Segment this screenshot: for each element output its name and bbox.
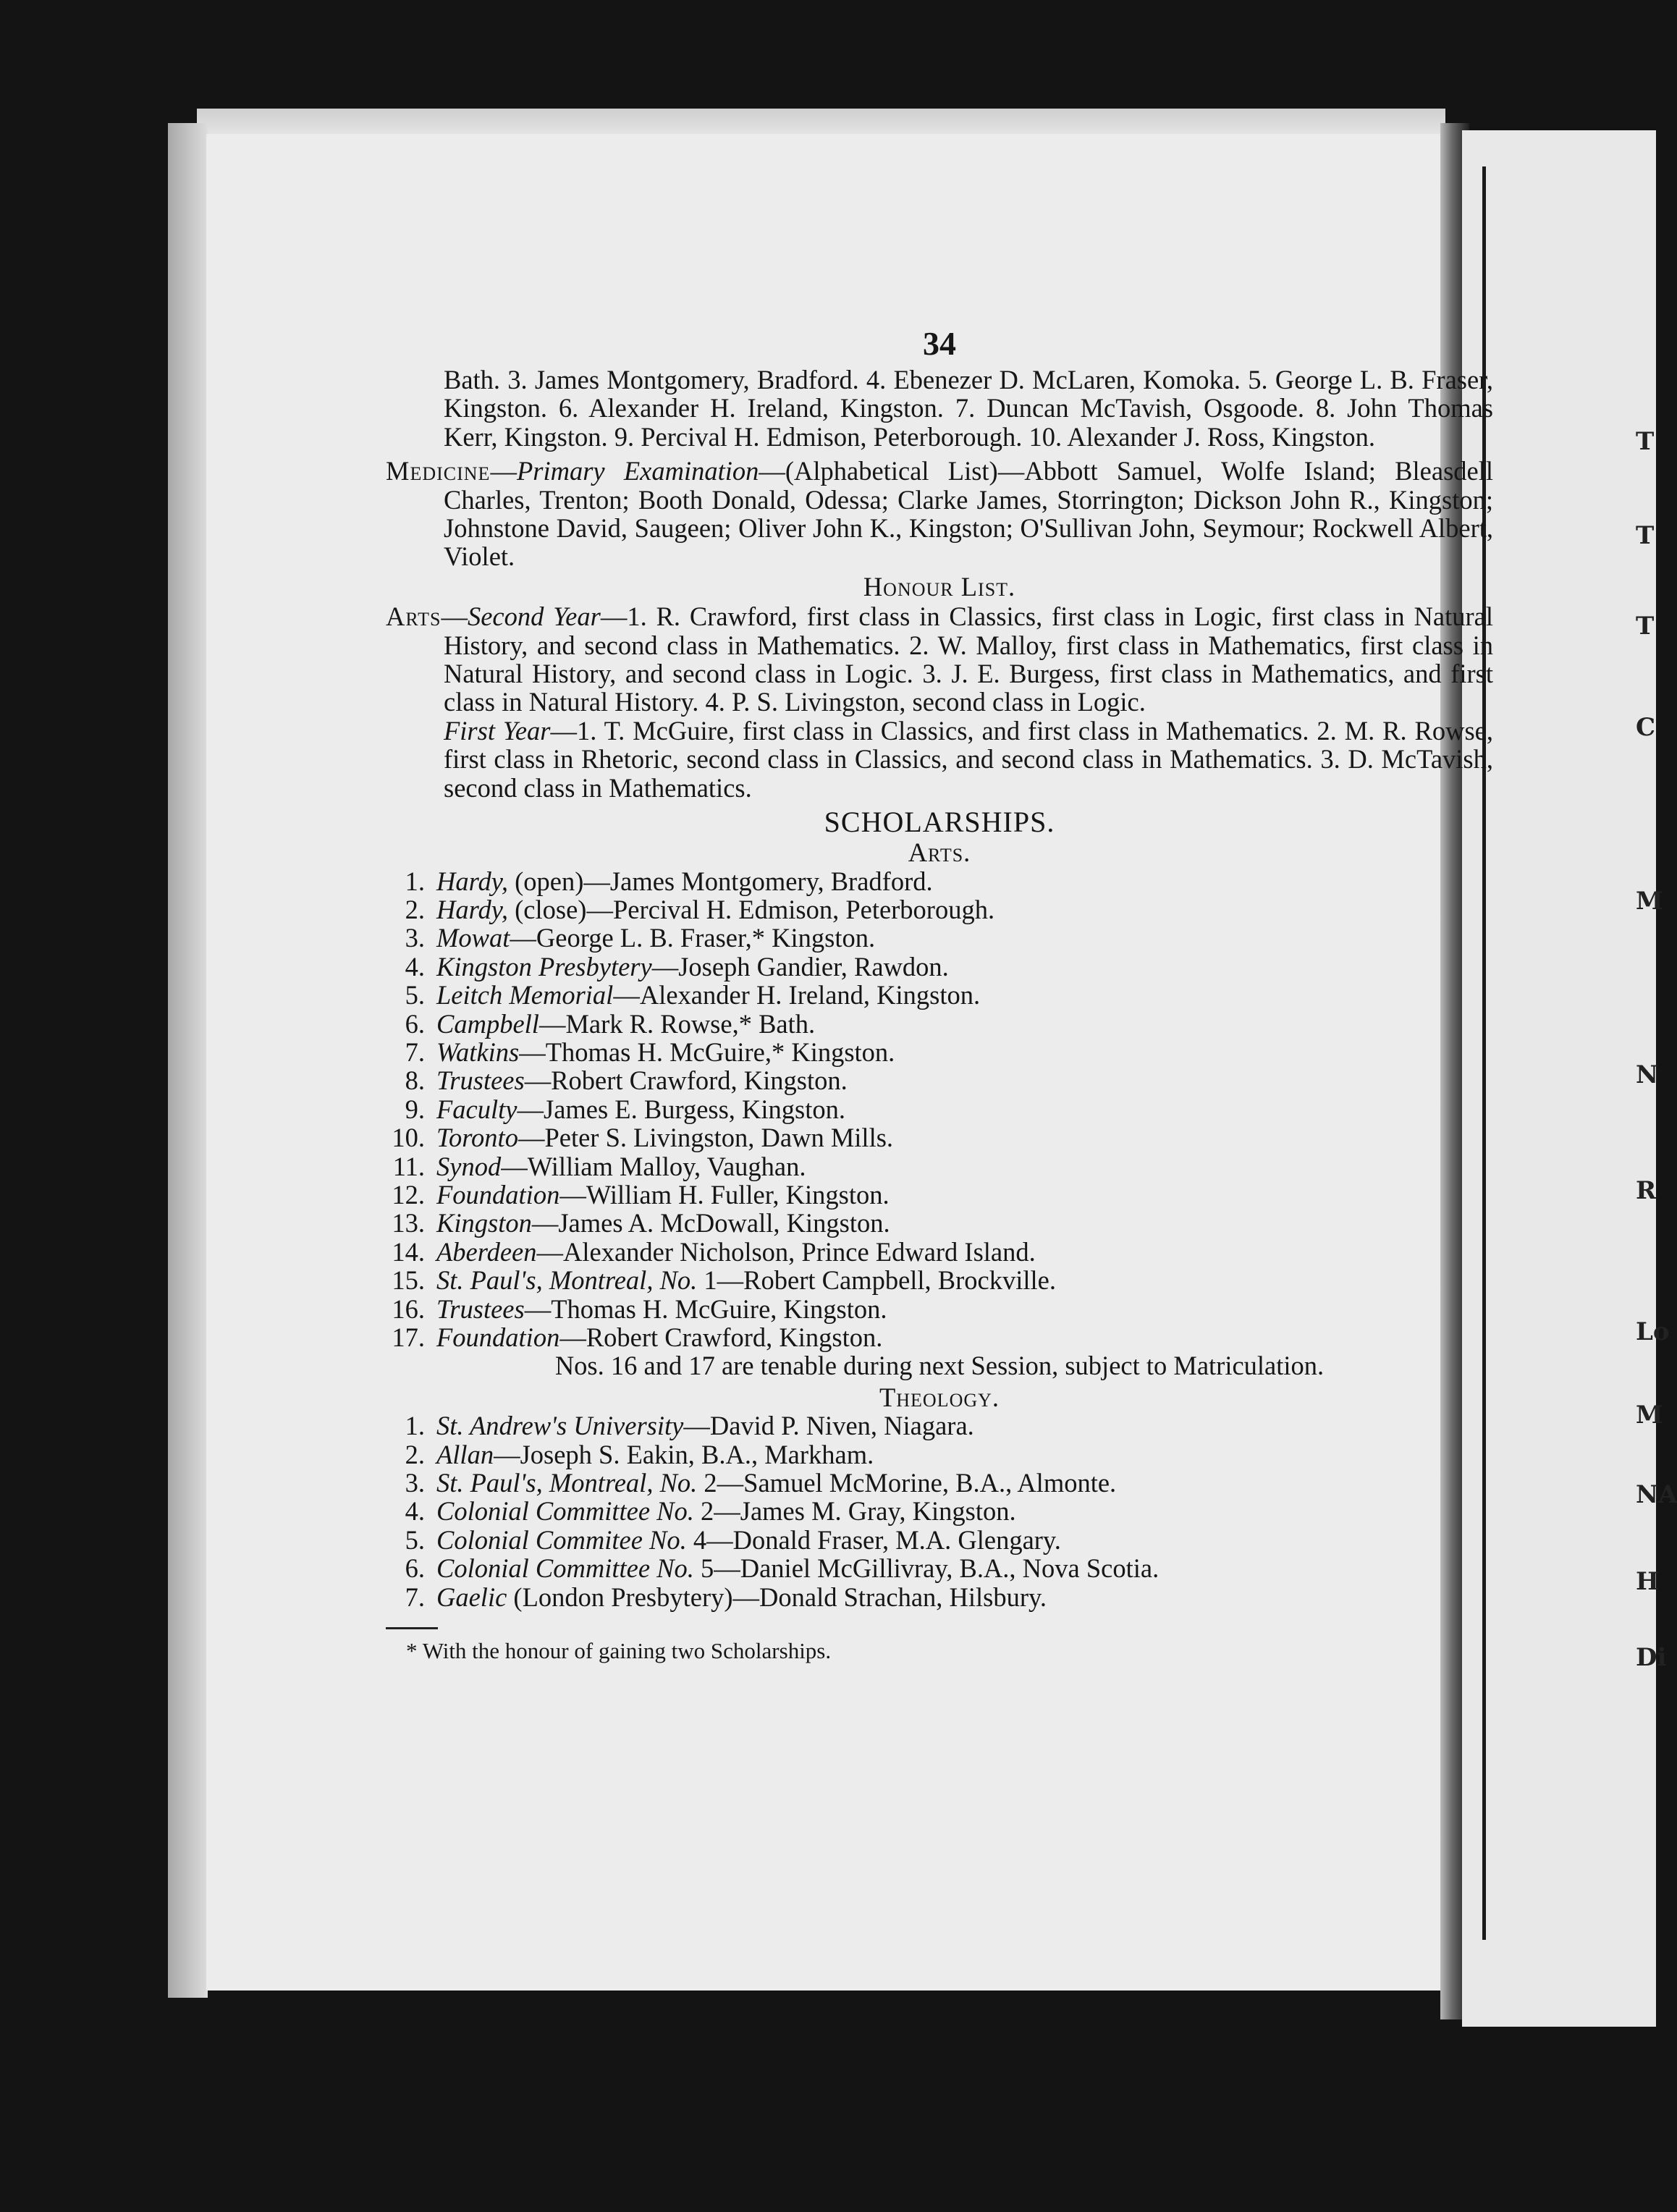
first-year-label: First Year <box>444 715 551 746</box>
continuation-paragraph: Bath. 3. James Montgomery, Bradford. 4. Ebenezer D. McLaren, Komoka. 5. George L. B. Fraser, Kingston. 6. Alexander H. Ireland, Kingston. 7. Duncan McTavish, Osgoode. 8. John Thomas Kerr, Kingston. 9. Percival H. Edmison, Peterborough. 10. Alexander J. Ross, Kingston. <box>444 365 1493 452</box>
scholarship-item <box>386 1181 1493 1209</box>
scholarship-item <box>386 1266 1493 1294</box>
arts-second-year-paragraph: Arts—Second Year—1. R. Crawford, first class in Classics, first class in Logic, first class in Natural History, and second class in Mathematics. 2. W. Malloy, first class in Mathematics, first class in Natural History, and second class in Logic. 3. J. E. Burgess, first class in Mathematics, and first class in Natural History. 4. P. S. Livingston, second class in Logic. <box>386 601 1493 717</box>
item-number: 1. <box>405 866 425 896</box>
scholarship-name: Colonial Commitee No. <box>436 1524 687 1555</box>
facing-page-fragment: T <box>1636 612 1655 641</box>
scholarship-name: Colonial Committee No. <box>436 1496 694 1527</box>
scholarship-recipient: 2—James M. Gray, Kingston. <box>693 1496 1016 1527</box>
arts-scholarship-list <box>386 867 1493 1352</box>
second-year-label: Second Year <box>467 601 601 632</box>
scholarship-recipient: —Joseph Gandier, Rawdon. <box>651 951 949 982</box>
scholarship-item <box>386 1095 1493 1123</box>
second-year-text: —1. R. Crawford, first class in Classics, first class in Logic, first class in Natural History, and second class in Mathematics. 2. W. Malloy, first class in Mathematics, first class in Natural History, and second class in Logic. 3. J. E. Burgess, first class in Mathematics, and first class in Natural History. 4. P. S. Livingston, second class in Logic. <box>444 601 1493 717</box>
scholarship-recipient: —Mark R. Rowse,* Bath. <box>538 1008 816 1039</box>
scholarship-name: Mowat <box>436 923 510 953</box>
tenable-note: Nos. 16 and 17 are tenable during next Session, subject to Matriculation. <box>554 1351 1325 1381</box>
facing-page-fragment: NA <box>1636 1480 1677 1509</box>
scholarship-name: Foundation <box>436 1179 560 1210</box>
scholarship-recipient: —Peter S. Livingston, Dawn Mills. <box>518 1123 894 1153</box>
item-number: 4. <box>405 1496 425 1527</box>
scholarship-name: Kingston <box>436 1208 532 1238</box>
scholarship-recipient: (close)—Percival H. Edmison, Peterborough. <box>508 894 995 924</box>
section-head-medicine: Medicine <box>386 456 491 486</box>
facing-page-fragment: M <box>1636 887 1663 916</box>
scholarship-item <box>386 1010 1493 1038</box>
scholarship-item <box>386 1295 1493 1323</box>
scholarship-name: Foundation <box>436 1322 560 1352</box>
scholarship-item <box>386 1440 1493 1469</box>
scholarship-recipient: —Robert Crawford, Kingston. <box>524 1065 848 1096</box>
scholarship-item <box>386 1152 1493 1181</box>
page-content <box>386 322 1493 1665</box>
item-number: 6. <box>405 1553 425 1584</box>
scholarship-item <box>386 1526 1493 1554</box>
scholarship-name: Allan <box>436 1439 494 1469</box>
scholarship-name: Faculty <box>436 1094 518 1124</box>
scholarship-recipient: —James E. Burgess, Kingston. <box>517 1094 846 1124</box>
facing-page-fragment: N <box>1636 1060 1659 1089</box>
scholarship-recipient: —Alexander Nicholson, Prince Edward Island. <box>536 1236 1036 1267</box>
scholarship-name: Leitch Memorial <box>436 980 614 1010</box>
scholarship-name: Synod <box>436 1151 502 1181</box>
medicine-paragraph: Medicine—Primary Examination—(Alphabetical List)—Abbott Samuel, Wolfe Island; Bleasdell Charles, Trenton; Booth Donald, Odessa; Clarke James, Storrington; Dickson John R., Kingston; Johnstone David, Saugeen; Oliver John K., Kingston; O'Sullivan John, Seymour; Rockwell Albert, Violet. <box>386 456 1494 572</box>
scholarship-recipient: 1—Robert Campbell, Brockville. <box>697 1265 1057 1296</box>
facing-page-fragment: M <box>1636 1401 1663 1430</box>
scholarship-item <box>386 1066 1493 1094</box>
scholarship-name: Campbell <box>436 1008 539 1039</box>
scholarship-name: Hardy, <box>436 894 509 924</box>
item-number: 8. <box>405 1065 425 1096</box>
facing-page-fragment: Lo <box>1636 1317 1670 1346</box>
item-number: 5. <box>405 980 425 1010</box>
item-number: 9. <box>405 1094 425 1124</box>
scholarship-name: St. Paul's, Montreal, No. <box>436 1265 698 1296</box>
theology-scholarship-list <box>386 1411 1493 1611</box>
scholarship-recipient: —Thomas H. McGuire, Kingston. <box>524 1293 887 1324</box>
item-number: 4. <box>405 951 425 982</box>
scholarship-item <box>386 1497 1493 1525</box>
scholarship-item <box>386 1411 1493 1440</box>
page-number: 34 <box>923 325 956 362</box>
scholarship-item <box>386 924 1493 952</box>
scholarship-name: Trustees <box>436 1293 525 1324</box>
item-number: 11. <box>392 1151 425 1181</box>
scholarship-item <box>386 1238 1493 1266</box>
scholarship-name: Kingston Presbytery <box>436 951 652 982</box>
item-number: 3. <box>405 923 425 953</box>
item-number: 17. <box>392 1322 425 1352</box>
scholarship-name: Aberdeen <box>436 1236 537 1267</box>
book-page <box>206 134 1494 1991</box>
scholarship-item <box>386 953 1493 981</box>
footnote: * With the honour of gaining two Scholarships. <box>406 1638 832 1664</box>
honour-list-heading: Honour List. <box>863 571 1016 601</box>
item-number: 13. <box>392 1208 425 1238</box>
first-year-text: —1. T. McGuire, first class in Classics, and first class in Mathematics. 2. M. R. Rowse, first class in Rhetoric, second class in Classics, and second class in Mathematics. 3. D. McTavish, second class in Mathematics. <box>444 715 1493 803</box>
scholarship-name: Trustees <box>436 1065 525 1096</box>
item-number: 6. <box>405 1008 425 1039</box>
scholarship-recipient: —Joseph S. Eakin, B.A., Markham. <box>494 1439 874 1469</box>
scholarship-item <box>386 895 1493 924</box>
item-number: 2. <box>405 1439 425 1469</box>
page-stack-edge-left <box>168 123 208 1998</box>
scholarship-recipient: —Robert Crawford, Kingston. <box>559 1322 883 1352</box>
item-number: 14. <box>392 1236 425 1267</box>
item-number: 10. <box>392 1123 425 1153</box>
scholarship-item <box>386 1554 1493 1582</box>
scholarship-recipient: (open)—James Montgomery, Bradford. <box>508 866 933 896</box>
page-stack-edge-top <box>197 109 1445 138</box>
facing-page-fragment: T <box>1636 427 1655 456</box>
scholarship-recipient: (London Presbytery)—Donald Strachan, Hilsbury. <box>507 1582 1047 1612</box>
scholarship-recipient: —James A. McDowall, Kingston. <box>531 1208 890 1238</box>
item-number: 1. <box>405 1411 425 1441</box>
scholarship-recipient: 4—Donald Fraser, M.A. Glengary. <box>686 1524 1061 1555</box>
scholarship-item <box>386 1469 1493 1497</box>
item-number: 5. <box>405 1524 425 1555</box>
scholarship-recipient: —Alexander H. Ireland, Kingston. <box>613 980 981 1010</box>
scholarship-name: Hardy, <box>436 866 509 896</box>
scholarship-name: St. Paul's, Montreal, No. <box>436 1468 698 1498</box>
item-number: 12. <box>392 1179 425 1210</box>
scholarship-item <box>386 867 1493 895</box>
item-number: 2. <box>405 894 425 924</box>
scholarship-name: Gaelic <box>436 1582 507 1612</box>
scholarship-recipient: —Thomas H. McGuire,* Kingston. <box>519 1037 895 1067</box>
scholarship-recipient: —William Malloy, Vaughan. <box>501 1151 806 1181</box>
scholarship-recipient: —David P. Niven, Niagara. <box>683 1411 974 1441</box>
item-number: 7. <box>405 1582 425 1612</box>
medicine-text: —(Alphabetical List)—Abbott Samuel, Wolfe Island; Bleasdell Charles, Trenton; Booth Donald, Odessa; Clarke James, Storrington; Dickson John R., Kingston; Johnstone David, Saugeen; Oliver John K., Kingston; O'Sullivan John, Seymour; Rockwell Albert, Violet. <box>444 456 1494 572</box>
facing-page-fragment: Di <box>1636 1643 1667 1672</box>
item-number: 7. <box>405 1037 425 1067</box>
item-number: 16. <box>392 1293 425 1324</box>
scholarship-name: Toronto <box>436 1123 518 1153</box>
item-number: 15. <box>392 1265 425 1296</box>
footnote-rule <box>386 1627 438 1629</box>
scholarship-item <box>386 1209 1493 1237</box>
scholarships-heading: SCHOLARSHIPS. <box>824 806 1055 839</box>
item-number: 3. <box>405 1468 425 1498</box>
scholarship-item <box>386 1123 1493 1152</box>
arts-scholarships-heading: Arts. <box>908 837 971 868</box>
facing-page-fragment: T <box>1636 521 1655 550</box>
facing-page-fragment: H <box>1636 1567 1660 1596</box>
scholarship-name: Watkins <box>436 1037 520 1067</box>
facing-page-fragment: C <box>1636 713 1656 742</box>
scholarship-recipient: —William H. Fuller, Kingston. <box>559 1179 890 1210</box>
scholarship-name: St. Andrew's University <box>436 1411 684 1441</box>
scholarship-item <box>386 1583 1493 1611</box>
arts-first-year-paragraph <box>386 717 1493 802</box>
scholarship-name: Colonial Committee No. <box>436 1553 694 1584</box>
theology-heading: Theology. <box>879 1382 1000 1412</box>
scholarship-item <box>386 1323 1493 1351</box>
scholarship-recipient: —George L. B. Fraser,* Kingston. <box>510 923 876 953</box>
section-head-arts: Arts <box>386 601 442 632</box>
scholarship-recipient: 2—Samuel McMorine, B.A., Almonte. <box>697 1468 1117 1498</box>
facing-page-fragment: R <box>1636 1176 1657 1205</box>
scholarship-item <box>386 1038 1493 1066</box>
scholarship-recipient: 5—Daniel McGillivray, B.A., Nova Scotia. <box>693 1553 1159 1584</box>
scholarship-item <box>386 981 1493 1009</box>
medicine-subhead: Primary Examination <box>516 456 759 486</box>
